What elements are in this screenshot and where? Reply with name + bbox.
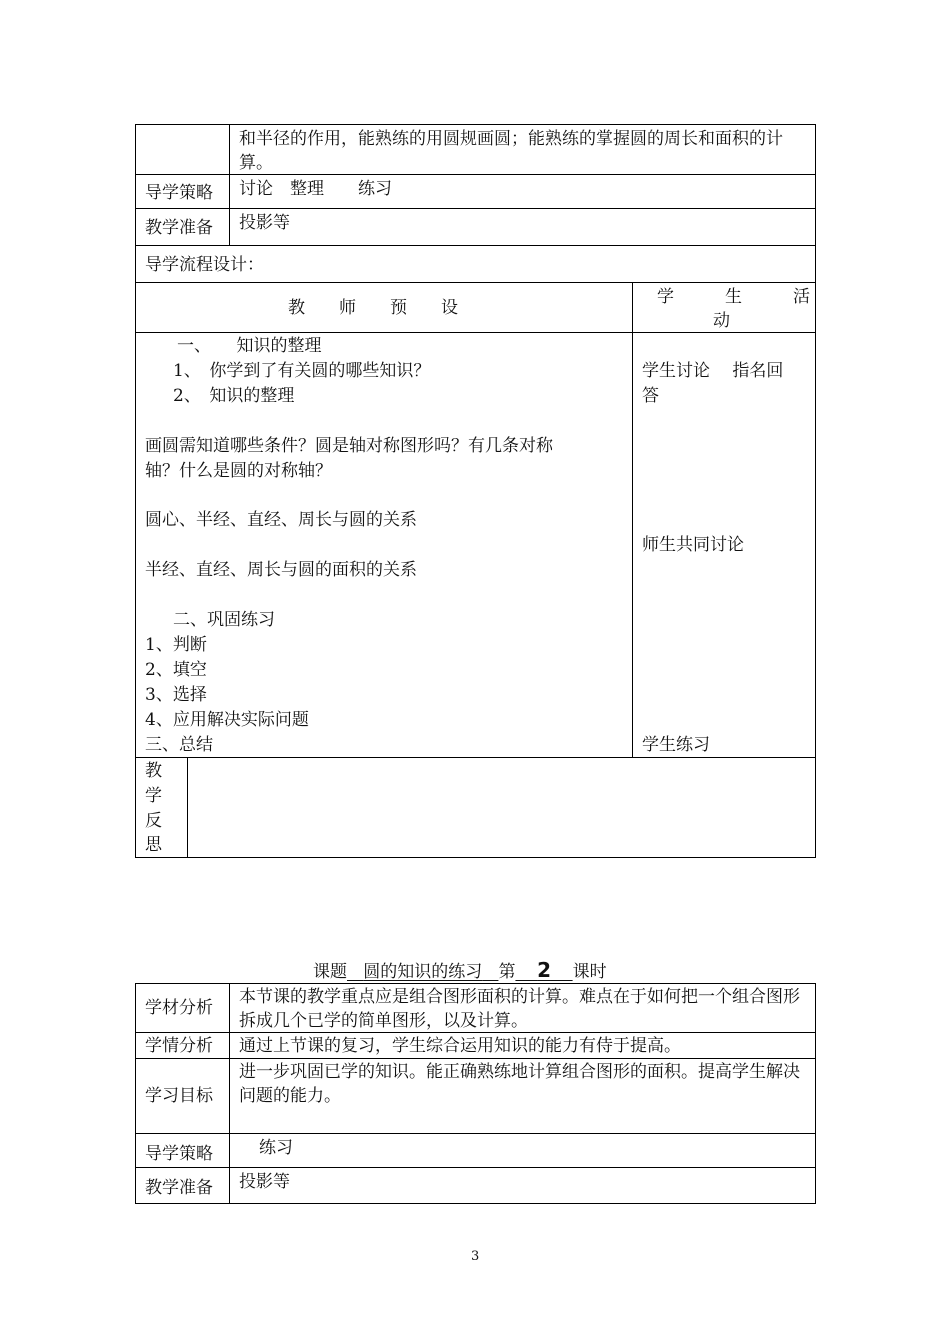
row-label: 学材分析: [145, 998, 213, 1018]
teacher-line: 画圆需知道哪些条件？圆是轴对称图形吗？有几条对称: [145, 436, 553, 456]
table1-label-divider: [229, 124, 230, 245]
teacher-line: 3、选择: [145, 685, 207, 705]
table1-rule: [135, 757, 815, 758]
table1-rule: [135, 245, 815, 246]
student-activity: 师生共同讨论: [642, 535, 744, 555]
table1-border-left: [135, 124, 136, 857]
row-value: 进一步巩固已学的知识。能正确熟练地计算组合图形的面积。提高学生解决问题的能力。: [239, 1062, 800, 1106]
teacher-line: 2、 知识的整理: [173, 386, 295, 406]
table1-reflection-divider: [187, 757, 188, 857]
table2-border-right: [815, 983, 816, 1203]
title-suffix: 课时: [572, 962, 607, 982]
table2-label-divider: [229, 983, 230, 1203]
table1-column-divider: [632, 282, 633, 757]
goal-continuation-text: 和半径的作用，能熟练的用圆规画圆；能熟练的掌握圆的周长和面积的计算。: [239, 129, 783, 173]
lesson-title: [313, 958, 607, 984]
row-label: 学情分析: [145, 1036, 213, 1056]
strategy-value: 讨论 整理 练习: [239, 179, 392, 199]
prep-label: 教学准备: [145, 218, 213, 238]
student-activity: 答: [642, 386, 659, 406]
teacher-line: 1、判断: [145, 635, 207, 655]
title-prefix: 课题: [313, 962, 347, 982]
row-label: 导学策略: [145, 1144, 213, 1164]
table2-rule: [135, 1133, 815, 1134]
table1-border-right: [815, 124, 816, 857]
row-label: 学习目标: [145, 1086, 213, 1106]
teacher-line: 三、总结: [145, 735, 213, 755]
reflection-char: 反: [145, 811, 162, 831]
student-header-line1: 学 生 活: [657, 287, 810, 307]
table2-rule: [135, 1058, 815, 1059]
row-label: 教学准备: [145, 1178, 213, 1198]
row-value: 投影等: [239, 1172, 290, 1192]
teacher-line: 一、 知识的整理: [177, 336, 322, 356]
row-value: 练习: [259, 1138, 293, 1158]
table1-rule: [135, 282, 815, 283]
student-header-line2: 动: [713, 311, 730, 331]
table1-rule: [135, 208, 815, 209]
table1-border-top: [135, 124, 815, 125]
teacher-line: 半经、直经、周长与圆的面积的关系: [145, 560, 417, 580]
table2-rule: [135, 1167, 815, 1168]
table2-border-left: [135, 983, 136, 1203]
row-value: 通过上节课的复习，学生综合运用知识的能力有侍于提高。: [239, 1036, 681, 1056]
teacher-line: 二、巩固练习: [173, 610, 275, 630]
table2-border-bottom: [135, 1203, 816, 1204]
page-number: 3: [471, 1249, 480, 1264]
reflection-char: 学: [145, 786, 162, 806]
student-activity: 学生讨论 指名回: [642, 361, 784, 381]
table2-border-top: [135, 983, 815, 984]
flow-label: 导学流程设计：: [145, 255, 264, 275]
teacher-line: 4、应用解决实际问题: [145, 710, 309, 730]
title-number: 2: [537, 958, 551, 982]
reflection-char: 教: [145, 761, 162, 781]
reflection-char: 思: [145, 835, 162, 855]
teacher-line: 2、填空: [145, 660, 207, 680]
title-topic: 圆的知识的练习: [363, 962, 483, 982]
strategy-label: 导学策略: [145, 183, 213, 203]
teacher-line: 圆心、半经、直经、周长与圆的关系: [145, 510, 417, 530]
teacher-header: 教 师 预 设: [288, 298, 458, 318]
student-activity: 学生练习: [642, 735, 710, 755]
table1-border-bottom: [135, 857, 816, 858]
title-di: 第: [498, 962, 516, 982]
prep-value: 投影等: [239, 213, 290, 233]
teacher-line: 1、 你学到了有关圆的哪些知识？: [173, 361, 431, 381]
teacher-line: 轴？什么是圆的对称轴？: [145, 461, 332, 481]
row-value: 本节课的教学重点应是组合图形面积的计算。难点在于如何把一个组合图形拆成几个已学的简单图形，以及计算。: [239, 987, 800, 1031]
